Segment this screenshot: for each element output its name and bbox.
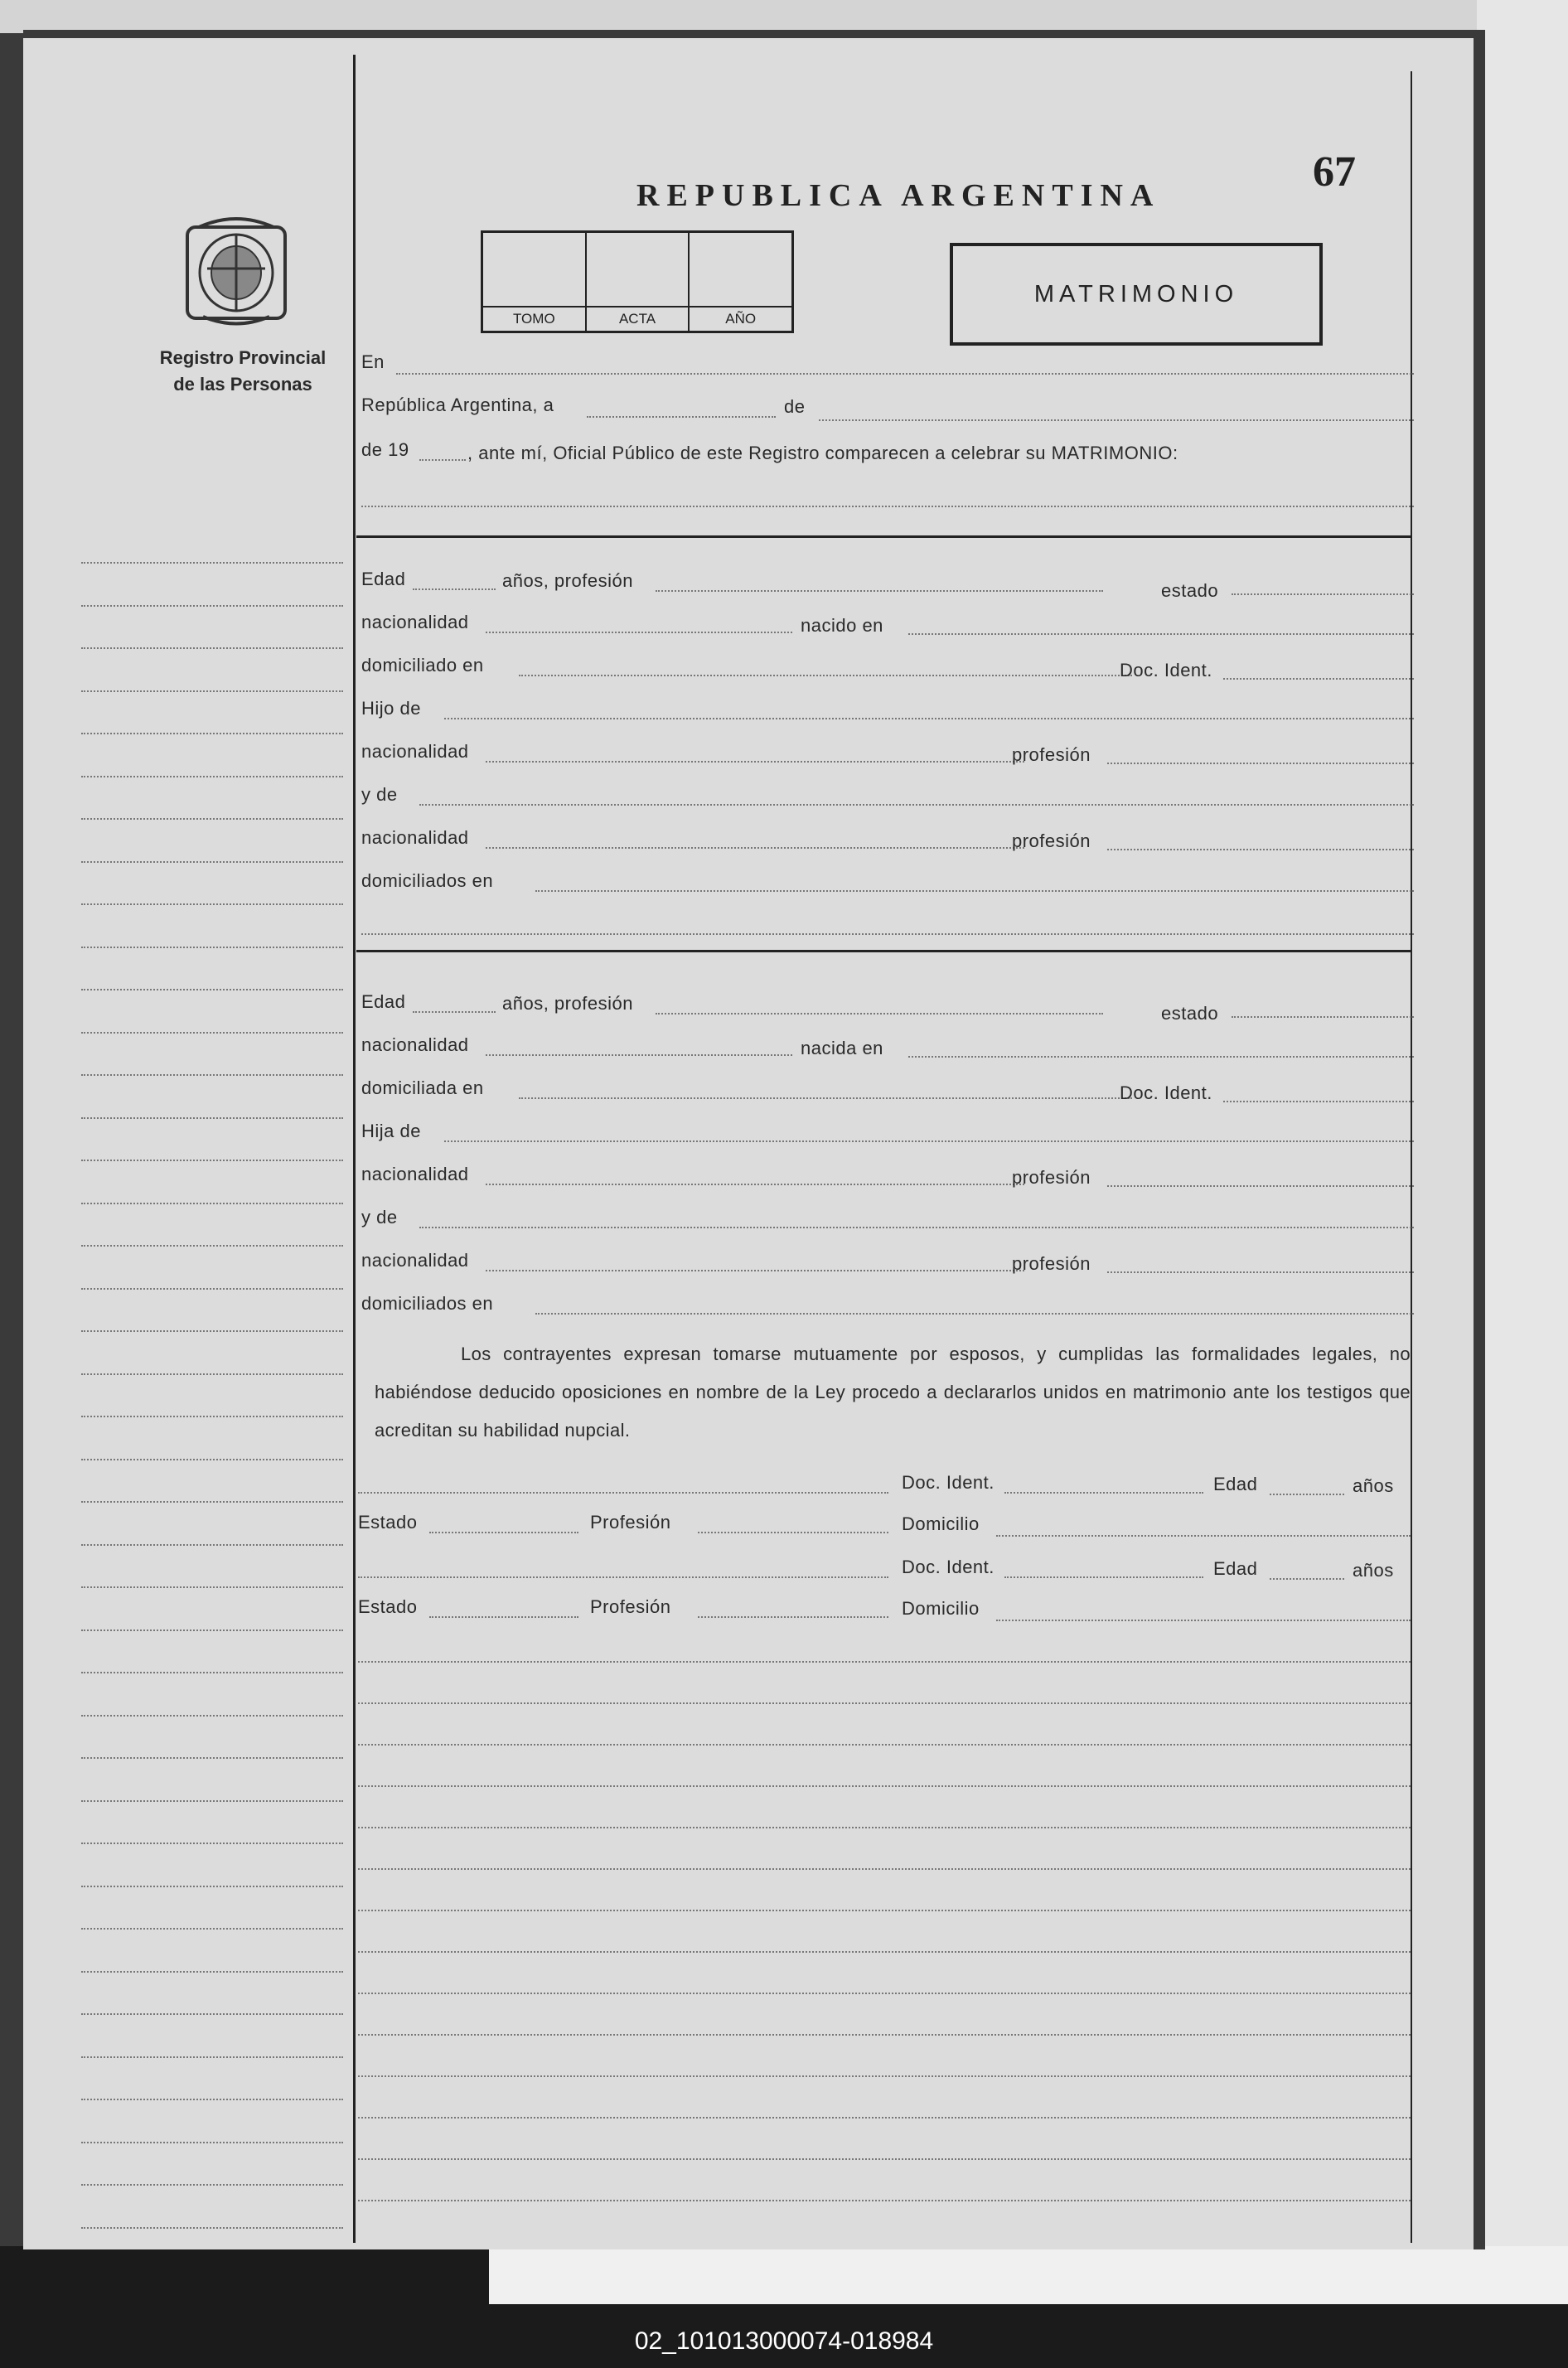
bride-profesion-field[interactable] bbox=[656, 1013, 1103, 1015]
bride-profesion1-field[interactable] bbox=[1107, 1185, 1414, 1187]
margin-line[interactable] bbox=[81, 2099, 343, 2100]
witness2-domicilio-field[interactable] bbox=[996, 1620, 1411, 1621]
margin-line[interactable] bbox=[81, 1800, 343, 1802]
witness2-edad-field[interactable] bbox=[1270, 1578, 1344, 1580]
bride-nacido-field[interactable] bbox=[908, 1056, 1414, 1058]
country-title: REPUBLICA ARGENTINA bbox=[636, 178, 1161, 213]
bride-divider bbox=[356, 950, 1412, 952]
field-en[interactable] bbox=[396, 373, 1414, 375]
groom-profesion1-field[interactable] bbox=[1107, 763, 1414, 764]
margin-line[interactable] bbox=[81, 1630, 343, 1631]
blank-line[interactable] bbox=[358, 1993, 1411, 1994]
witness1-domicilio-label: Domicilio bbox=[902, 1513, 980, 1534]
bride-edad-field[interactable] bbox=[413, 1011, 496, 1013]
label-de: de bbox=[784, 396, 806, 417]
bride-nacido-label: nacida en bbox=[801, 1038, 883, 1058]
groom-nacionalidad3-field[interactable] bbox=[486, 847, 1024, 849]
margin-line[interactable] bbox=[81, 1501, 343, 1503]
margin-line[interactable] bbox=[81, 1843, 343, 1844]
groom-domiciliados-label: domiciliados en bbox=[361, 870, 494, 891]
ano-label: AÑO bbox=[690, 306, 791, 331]
witness1-profesion-label: Profesión bbox=[590, 1512, 671, 1533]
witness2-doc-ident-field[interactable] bbox=[1004, 1576, 1203, 1578]
groom-estado-label: estado bbox=[1161, 580, 1219, 601]
field-dia[interactable] bbox=[587, 416, 776, 418]
margin-line[interactable] bbox=[81, 2227, 343, 2229]
witness1-doc-ident-field[interactable] bbox=[1004, 1492, 1203, 1494]
margin-line[interactable] bbox=[81, 1928, 343, 1930]
bride-domiciliados-field[interactable] bbox=[535, 1313, 1414, 1315]
field-mes[interactable] bbox=[819, 419, 1414, 421]
witness1-name-field[interactable] bbox=[358, 1492, 888, 1494]
blank-line[interactable] bbox=[358, 1702, 1411, 1704]
bride-domicilio-field[interactable] bbox=[519, 1097, 1132, 1099]
label-republica: República Argentina, a bbox=[361, 395, 554, 415]
label-en: En bbox=[361, 351, 385, 372]
margin-line[interactable] bbox=[81, 1757, 343, 1759]
groom-madre-label: y de bbox=[361, 784, 398, 805]
footer-code: 02_101013000074-018984 bbox=[634, 2327, 934, 2355]
bride-domicilio-label: domiciliada en bbox=[361, 1077, 484, 1098]
bride-nacionalidad3-label: nacionalidad bbox=[361, 1250, 469, 1271]
margin-line[interactable] bbox=[81, 1074, 343, 1076]
margin-line[interactable] bbox=[81, 562, 343, 564]
background-top bbox=[0, 0, 1568, 33]
label-ante: , ante mí, Oficial Público de este Registro comparecen a celebrar su MATRIMONIO: bbox=[467, 443, 1178, 463]
acta-label: ACTA bbox=[587, 306, 689, 331]
witness1-doc-ident-label: Doc. Ident. bbox=[902, 1472, 995, 1493]
witness1-anos-label: años bbox=[1353, 1475, 1394, 1496]
groom-edad-field[interactable] bbox=[413, 588, 496, 590]
witness2-estado-label: Estado bbox=[358, 1596, 418, 1617]
groom-nacionalidad-field[interactable] bbox=[486, 632, 792, 633]
witness2-doc-ident-label: Doc. Ident. bbox=[902, 1557, 995, 1577]
blank-line[interactable] bbox=[358, 2075, 1411, 2077]
margin-line[interactable] bbox=[81, 1245, 343, 1247]
page-number: 67 bbox=[1313, 148, 1356, 196]
bride-padre-field[interactable] bbox=[444, 1140, 1414, 1142]
bride-nacionalidad2-label: nacionalidad bbox=[361, 1164, 469, 1184]
margin-line[interactable] bbox=[81, 690, 343, 692]
registry-line-2: de las Personas bbox=[173, 374, 312, 395]
tomo-label: TOMO bbox=[483, 306, 585, 331]
label-de19: de 19 bbox=[361, 439, 409, 460]
margin-line[interactable] bbox=[81, 1715, 343, 1717]
blank-line[interactable] bbox=[358, 1951, 1411, 1953]
margin-line[interactable] bbox=[81, 1288, 343, 1290]
groom-profesion-field[interactable] bbox=[656, 590, 1103, 592]
background-right bbox=[1477, 0, 1568, 2304]
margin-line[interactable] bbox=[81, 1032, 343, 1034]
blank-line[interactable] bbox=[358, 2117, 1411, 2119]
margin-line[interactable] bbox=[81, 1886, 343, 1887]
margin-line[interactable] bbox=[81, 861, 343, 863]
bride-profesion2-label: profesión bbox=[1012, 1253, 1091, 1274]
margin-line[interactable] bbox=[81, 2013, 343, 2015]
witness1-estado-label: Estado bbox=[358, 1512, 418, 1533]
groom-nacido-field[interactable] bbox=[908, 633, 1414, 635]
declaration-text: Los contrayentes expresan tomarse mutuamente por esposos, y cumplidas las formalidades legales, no habiéndose deducido oposiciones en nombre de la Ley procedo a declararlos unidos en matrimonio ante los testigos que acreditan su habilidad nupcial. bbox=[375, 1344, 1411, 1441]
groom-doc-ident-label: Doc. Ident. bbox=[1120, 660, 1212, 680]
margin-line[interactable] bbox=[81, 1160, 343, 1161]
witness2-domicilio-label: Domicilio bbox=[902, 1598, 980, 1619]
bride-estado-field[interactable] bbox=[1232, 1016, 1414, 1018]
register-page bbox=[23, 30, 1485, 2249]
witness1-estado-field[interactable] bbox=[429, 1532, 578, 1533]
groom-padre-label: Hijo de bbox=[361, 698, 421, 719]
groom-domicilio-field[interactable] bbox=[519, 675, 1132, 676]
groom-divider bbox=[356, 535, 1412, 538]
bride-edad-label: Edad bbox=[361, 991, 406, 1012]
groom-estado-field[interactable] bbox=[1232, 593, 1414, 595]
margin-line[interactable] bbox=[81, 1416, 343, 1417]
groom-nacionalidad-label: nacionalidad bbox=[361, 612, 469, 632]
margin-line[interactable] bbox=[81, 818, 343, 820]
witness1-profesion-field[interactable] bbox=[698, 1532, 888, 1533]
witness2-estado-field[interactable] bbox=[429, 1616, 578, 1618]
margin-line[interactable] bbox=[81, 776, 343, 777]
witness2-anos-label: años bbox=[1353, 1560, 1394, 1581]
bride-nacionalidad-field[interactable] bbox=[486, 1054, 792, 1056]
groom-edad-label: Edad bbox=[361, 569, 406, 589]
blank-line[interactable] bbox=[358, 1827, 1411, 1828]
record-type-box: MATRIMONIO bbox=[950, 243, 1323, 346]
margin-line[interactable] bbox=[81, 647, 343, 649]
margin-line[interactable] bbox=[81, 1203, 343, 1204]
bride-doc-ident-label: Doc. Ident. bbox=[1120, 1082, 1212, 1103]
groom-padre-field[interactable] bbox=[444, 718, 1414, 719]
margin-line[interactable] bbox=[81, 903, 343, 905]
bride-madre-field[interactable] bbox=[419, 1227, 1414, 1228]
bride-domiciliados-label: domiciliados en bbox=[361, 1293, 494, 1314]
bride-anos-profesion-label: años, profesión bbox=[502, 993, 633, 1014]
groom-doc-ident-field[interactable] bbox=[1223, 678, 1414, 680]
margin-line[interactable] bbox=[81, 605, 343, 607]
witness2-edad-label: Edad bbox=[1213, 1558, 1258, 1579]
witness2-profesion-field[interactable] bbox=[698, 1616, 888, 1618]
bride-estado-label: estado bbox=[1161, 1003, 1219, 1024]
margin-line[interactable] bbox=[81, 947, 343, 948]
groom-profesion2-field[interactable] bbox=[1107, 849, 1414, 850]
right-border bbox=[1411, 71, 1412, 2243]
blank-line[interactable] bbox=[358, 2158, 1411, 2160]
blank-line[interactable] bbox=[358, 1661, 1411, 1663]
margin-line[interactable] bbox=[81, 733, 343, 734]
groom-domicilio-label: domiciliado en bbox=[361, 655, 484, 676]
bride-nacionalidad3-field[interactable] bbox=[486, 1270, 1024, 1271]
provincial-seal-icon bbox=[182, 211, 290, 327]
blank-line[interactable] bbox=[358, 1744, 1411, 1746]
witness2-profesion-label: Profesión bbox=[590, 1596, 671, 1617]
bride-profesion1-label: profesión bbox=[1012, 1167, 1091, 1188]
groom-nacionalidad2-label: nacionalidad bbox=[361, 741, 469, 762]
book-edge bbox=[489, 2246, 1568, 2304]
blank-line[interactable] bbox=[358, 1785, 1411, 1787]
groom-nacionalidad2-field[interactable] bbox=[486, 761, 1024, 763]
acta-cell[interactable] bbox=[587, 233, 690, 331]
blank-line[interactable] bbox=[358, 2200, 1411, 2201]
bride-nacionalidad-label: nacionalidad bbox=[361, 1034, 469, 1055]
margin-line[interactable] bbox=[81, 2056, 343, 2058]
bride-nacionalidad2-field[interactable] bbox=[486, 1184, 1024, 1185]
margin-line[interactable] bbox=[81, 2184, 343, 2186]
groom-extra-field[interactable] bbox=[361, 933, 1414, 935]
blank-line[interactable] bbox=[358, 2034, 1411, 2036]
groom-profesion1-label: profesión bbox=[1012, 744, 1091, 765]
margin-line[interactable] bbox=[81, 1971, 343, 1973]
margin-line[interactable] bbox=[81, 1586, 343, 1588]
witness2-name-field[interactable] bbox=[358, 1576, 888, 1578]
margin-line[interactable] bbox=[81, 1459, 343, 1460]
registry-label bbox=[139, 345, 346, 398]
registry-line-1: Registro Provincial bbox=[159, 347, 327, 368]
bride-padre-label: Hija de bbox=[361, 1121, 421, 1141]
margin-line[interactable] bbox=[81, 1117, 343, 1119]
margin-divider bbox=[353, 55, 356, 2243]
groom-profesion2-label: profesión bbox=[1012, 830, 1091, 851]
witness1-edad-field[interactable] bbox=[1270, 1494, 1344, 1495]
bride-madre-label: y de bbox=[361, 1207, 398, 1228]
bride-doc-ident-field[interactable] bbox=[1223, 1101, 1414, 1102]
witness1-domicilio-field[interactable] bbox=[996, 1535, 1411, 1537]
margin-line[interactable] bbox=[81, 1330, 343, 1332]
margin-line[interactable] bbox=[81, 989, 343, 990]
tomo-cell[interactable] bbox=[483, 233, 587, 331]
ano-cell[interactable] bbox=[690, 233, 791, 331]
groom-domiciliados-field[interactable] bbox=[535, 890, 1414, 892]
margin-line[interactable] bbox=[81, 1373, 343, 1375]
margin-line[interactable] bbox=[81, 2142, 343, 2143]
groom-nacido-label: nacido en bbox=[801, 615, 883, 636]
field-opening-extra[interactable] bbox=[361, 506, 1414, 507]
margin-line[interactable] bbox=[81, 1544, 343, 1546]
groom-madre-field[interactable] bbox=[419, 804, 1414, 806]
blank-line[interactable] bbox=[358, 1868, 1411, 1870]
groom-anos-profesion-label: años, profesión bbox=[502, 570, 633, 591]
witness1-edad-label: Edad bbox=[1213, 1474, 1258, 1494]
bride-profesion2-field[interactable] bbox=[1107, 1271, 1414, 1273]
groom-nacionalidad3-label: nacionalidad bbox=[361, 827, 469, 848]
tomo-acta-ano-box bbox=[481, 230, 794, 333]
field-ano[interactable] bbox=[419, 459, 466, 461]
blank-line[interactable] bbox=[358, 1910, 1411, 1911]
margin-line[interactable] bbox=[81, 1672, 343, 1673]
